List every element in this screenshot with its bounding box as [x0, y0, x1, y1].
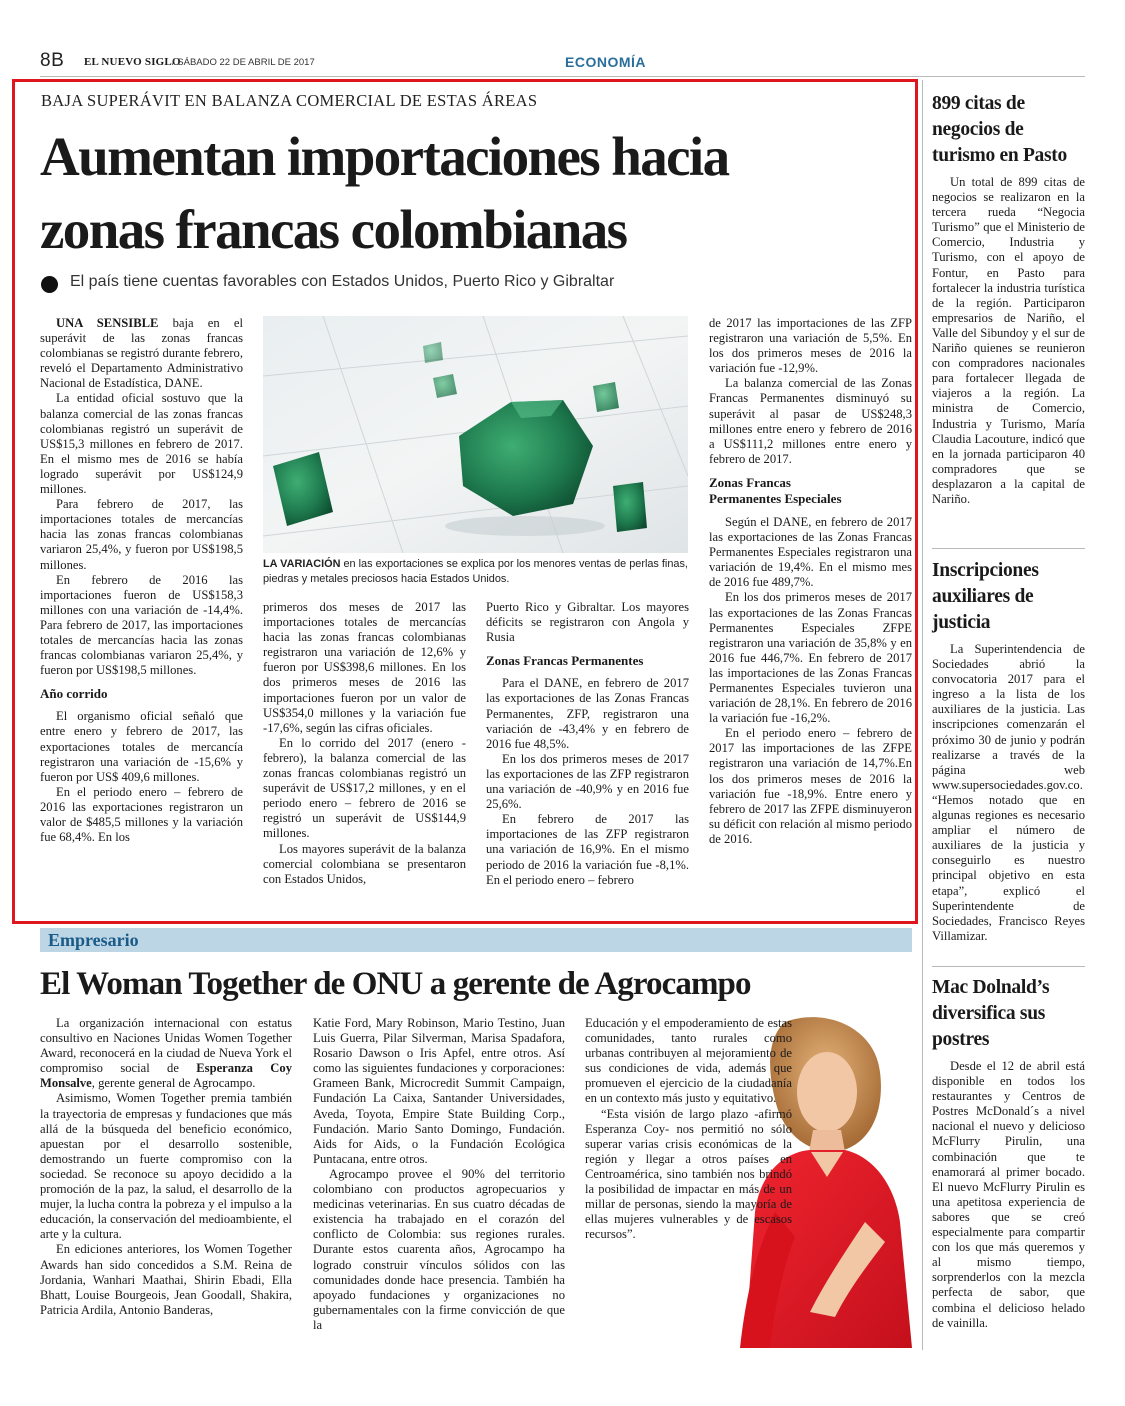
issue-date: / SÁBADO 22 DE ABRIL DE 2017 [172, 57, 315, 68]
sidebar-body-1: Un total de 899 citas de negocios se realizaron en la tercera rueda “Negocia Turismo” que el Ministerio de Comercio, Industria y Turismo, con el apoyo de Fontur, en Pasto para fortalecer la industria turística de la región. Participaron empresarios de Nariño, el Valle del Sibundoy y el sur de Nariño quienes se reunieron con compradores nacionales para fortalecer llegada de viajeros a la región. La ministra de Comercio, Industria y Turismo, María Claudia Lacouture, indicó que en la jornada participaron 40 compradores que se desplazaron a la capital de Nariño. [932, 175, 1085, 506]
second-column-1 [40, 1016, 292, 1318]
p1-a: La organización internacional con estatus consultivo en Naciones Unidas Women Together Award, reconocerá en la ciudad de Nueva York el compromiso social de [40, 1016, 292, 1076]
main-column-1 [40, 316, 243, 845]
paragraph: En lo corrido del 2017 (enero - febrero), la balanza comercial de las zonas francas colombianas registró un superávit de US$17,2 millones, y en el periodo enero – febrero de 2016 se registró un superávit de US$144,9 millones. [263, 735, 466, 841]
caption-strong: LA VARIACIÓN [263, 558, 341, 570]
photo-caption [263, 557, 693, 588]
main-headline [40, 120, 910, 266]
newspaper-name: EL NUEVO SIGLO [84, 56, 181, 68]
second-column-3 [585, 1016, 792, 1242]
paragraph: primeros dos meses de 2017 las importaciones totales de mercancías hacia las zonas francas colombianas registraron una variación de 12,6% y fueron por US$398,6 millones. En los dos primeros meses de 2016 las importaciones fueron por un valor de US$354,0 millones y la variación fue -17,6%, según las cifras oficiales. [263, 600, 466, 735]
sidebar-divider [922, 80, 923, 1350]
sidebar-rule-2 [932, 966, 1085, 967]
subheading-zfp: Zonas Francas Permanentes [486, 653, 644, 669]
paragraph: La entidad oficial sostuvo que la balanza comercial de las zonas francas colombianas registró un superávit de US$15,3 millones en febrero de 2017. En el mismo mes de 2016 se había logrado superávit por US$124,9 millones. [40, 391, 243, 497]
subheading-zfpe-line-2: Permanentes Especiales [709, 490, 842, 506]
page-header [40, 50, 1085, 78]
paragraph: En febrero de 2017 las importaciones de las ZFP registraron una variación de 16,9%. En el mismo periodo de 2016 la variación fue -8,1%. En el periodo enero – febrero [486, 812, 689, 887]
paragraph: En febrero de 2016 las importaciones fueron de US$158,3 millones con una variación de -14,4%. Para febrero de 2017, las importaciones totales de mercancías hacia las zonas francas colombianas variaron 25,4%, y fueron por US$198,5 millones. [40, 572, 243, 678]
second-headline: El Woman Together de ONU a gerente de Agrocampo [40, 966, 751, 1002]
main-column-4 [709, 316, 912, 847]
paragraph: Educación y el empoderamiento de estas comunidades, tanto rurales como urbanas contribuyen al mejoramiento de sus condiciones de vida, además que promueven el ejercicio de la ciudadanía en un contexto más justo y equitativo. [585, 1016, 792, 1106]
sidebar-headline-3: Mac Dolnald’s diversifica sus postres [932, 977, 1050, 1050]
paragraph: Los mayores superávit de la balanza comercial colombiana se presentaron con Estados Unidos, [263, 841, 466, 886]
emerald-photo [263, 316, 688, 553]
paragraph: Agrocampo provee el 90% del territorio colombiano con productos agropecuarios y medicinas veterinarias. En sus cuatro décadas de existencia ha trabajado en el corazón del conflicto de Colombia: sus regiones rurales. Durante estos cuarenta años, Agrocampo ha logrado construir vínculos sólidos con las comunidades donde hace presencia. También ha apoyado fundaciones y organizaciones no gubernamentales con la firme convicción de que la [313, 1166, 565, 1332]
sidebar-body-3: Desde el 12 de abril está disponible en todos los restaurantes y Centros de Postres McDonald´s a nivel nacional el nuevo y delicioso McFlurry Pirulin, una combinación que te enamorará al primer bocado. El nuevo McFlurry Pirulin es una apetitosa experiencia de sabores que se creó especialmente para compartir con los que más queremos y al mismo tiempo, sorprenderlos con la mezcla perfecta de sabor, que combina el delicioso helado de vainilla. [932, 1059, 1085, 1330]
sidebar-headline-2: Inscripciones auxiliares de justicia [932, 560, 1039, 633]
sidebar-body-2: La Superintendencia de Sociedades abrió la convocatoria 2017 para el ingreso a la lista de los auxiliares de la justicia. Las inscripciones comenzarán el próximo 30 de junio y podrán realizarse a través de la página web www.supersociedades.gov.co. “Hemos notado que en algunas regiones es necesario ampliar el número de auxiliares de la justicia y conseguirlo es nuestro principal objetivo en esta etapa”, explicó el Superintendente de Sociedades, Francisco Reyes Villamizar. [932, 642, 1085, 943]
paragraph: Para el DANE, en febrero de 2017 las exportaciones de las Zonas Francas Permanentes, ZFP, registraron una variación de -43,4% y en febrero de 2016 fue 48,5%. [486, 676, 689, 751]
section-name: ECONOMÍA [565, 54, 646, 70]
headline-line-1: Aumentan importaciones hacia [40, 126, 729, 187]
lead-strong: UNA SENSIBLE [56, 316, 159, 330]
p1-b: , gerente general de Agrocampo. [91, 1076, 256, 1091]
paragraph: Asimismo, Women Together premia también la trayectoria de empresas y fundaciones que más allá de la búsqueda del beneficio económico, apuestan por el desarrollo sostenible, demostrando un fuerte compromiso con la sociedad. Se reconoce su apoyo decidido a la promoción de la paz, la salud, el desarrollo de la mujer, la lucha contra la pobreza y el impulso a la educación, la conservación del medioambiente, el arte y la cultura. [40, 1091, 292, 1242]
paragraph: La balanza comercial de las Zonas Francas Permanentes disminuyó su superávit al pasar de US$248,3 millones entre enero y febrero de 2016 a US$111,2 millones entre enero y febrero de 2017. [709, 376, 912, 466]
paragraph: En ediciones anteriores, los Women Together Awards han sido concedidos a S.M. Reina de Jordania, Wanhari Maathai, Shirin Ebadi, Ella Bhatt, Louise Bourgeois, Jean Goodall, Shakira, Patricia Ardila, Antonio Banderas, [40, 1242, 292, 1317]
page-number: 8B [40, 50, 65, 71]
second-column-2 [313, 1016, 565, 1333]
paragraph: En los dos primeros meses de 2017 las exportaciones de las Zonas Francas Permanentes Especiales ZFPE registraron una variación de 35,8% y en 2016 fue 446,7%. En febrero de 2017 las importaciones de las Zonas Francas Permanentes Especiales tuvieron una variación de 28,1%. En febrero de 2016 la variación fue -16,2%. [709, 590, 912, 726]
sidebar-story-1 [932, 91, 1085, 507]
paragraph: Según el DANE, en febrero de 2017 las exportaciones de las Zonas Francas Permanentes Especiales registraron una variación de 19,4%. En el mismo mes de 2016 fue 489,7%. [709, 514, 912, 590]
paragraph [40, 1016, 292, 1091]
emerald-photo-graphic [263, 316, 688, 553]
subhead-text: El país tiene cuentas favorables con Estados Unidos, Puerto Rico y Gibraltar [70, 273, 615, 290]
main-column-2 [263, 600, 466, 887]
section-band [40, 928, 912, 952]
paragraph: Katie Ford, Mary Robinson, Mario Testino, Juan Luis Guerra, Pilar Silverman, Marisa Spadafora, Rosario Dawson o Iris Apfel, entre otros. Así como las siguientes fundaciones y corporaciones: Grameen Bank, Microcredit Summit Campaign, Fundación La Caixa, Santander Universidades, Aveda, Toyota, Empire State Building Corp., Fundación. Mario Santo Domingo, Fundación. Aids for Aids, o la Fundación Ecológica Puntacana, entre otros. [313, 1016, 565, 1166]
paragraph: “Esta visión de largo plazo -afirmó Esperanza Coy- nos permitió no sólo superar varias crisis económicas de la región y llegar a otros países en Centroamérica, sino también nos brindó la posibilidad de impactar en más de un millar de personas, siendo la mayoría de ellas mujeres vulnerables y de escasos recursos”. [585, 1106, 792, 1242]
sidebar-story-3 [932, 975, 1085, 1331]
lead-rest: baja en el superávit de las zonas francas colombianas se registró durante febrero, reveló el Departamento Administrativo Nacional de Estadística, DANE. [40, 316, 243, 391]
paragraph: En los dos primeros meses de 2017 las exportaciones de las ZFP registraron una variación de -40,9% y en 2016 fue 25,6%. [486, 751, 689, 812]
subhead [41, 273, 901, 297]
sidebar-headline-1: 899 citas de negocios de turismo en Pasto [932, 93, 1067, 166]
paragraph: de 2017 las importaciones de las ZFP registraron una variación de 5,5%. En los dos primeros meses de 2016 la variación fue -12,9%. [709, 316, 912, 376]
bullet-dot-icon [41, 276, 58, 293]
paragraph: En el periodo enero – febrero de 2016 las exportaciones registraron un valor de $485,5 millones y la variación fue 68,4%. En los [40, 784, 243, 845]
sidebar-rule-1 [932, 548, 1085, 549]
caption-rest: en las exportaciones se explica por los menores ventas de perlas finas, piedras y metales preciosos hacia Estados Unidos. [263, 558, 688, 586]
lead-paragraph [40, 316, 243, 391]
paragraph: Puerto Rico y Gibraltar. Los mayores déficits se registraron con Angola y Rusia [486, 600, 689, 645]
paragraph: El organismo oficial señaló que entre enero y febrero de 2017, las exportaciones totales de mercancía registraron una variación de -15,6% y fueron por US$ 409,6 millones. [40, 709, 243, 784]
paragraph: En el periodo enero – febrero de 2017 las importaciones de las ZFPE registraron una variación de 14,7%.En los dos primeros meses de 2016 la variación fue -18,9%. Entre enero y febrero de 2017 las ZFPE disminuyeron su déficit con relación al mismo periodo de 2016. [709, 726, 912, 846]
paragraph: Para febrero de 2017, las importaciones totales de mercancías hacia las zonas francas colombianas variaron 25,4%, y fueron por US$198,5 millones. [40, 497, 243, 572]
sidebar-story-2 [932, 558, 1085, 944]
section-band-label: Empresario [48, 930, 139, 950]
p1-strong: Esperanza Coy Monsalve [40, 1061, 292, 1091]
article-kicker: BAJA SUPERÁVIT EN BALANZA COMERCIAL DE ESTAS ÁREAS [41, 91, 538, 110]
headline-line-2: zonas francas colombianas [40, 199, 627, 260]
subheading-zfpe-line-1: Zonas Francas [709, 474, 791, 490]
subheading-ano-corrido: Año corrido [40, 686, 108, 702]
subheading-zfpe [709, 475, 912, 507]
main-column-3 [486, 600, 689, 888]
header-rule [40, 76, 1085, 77]
